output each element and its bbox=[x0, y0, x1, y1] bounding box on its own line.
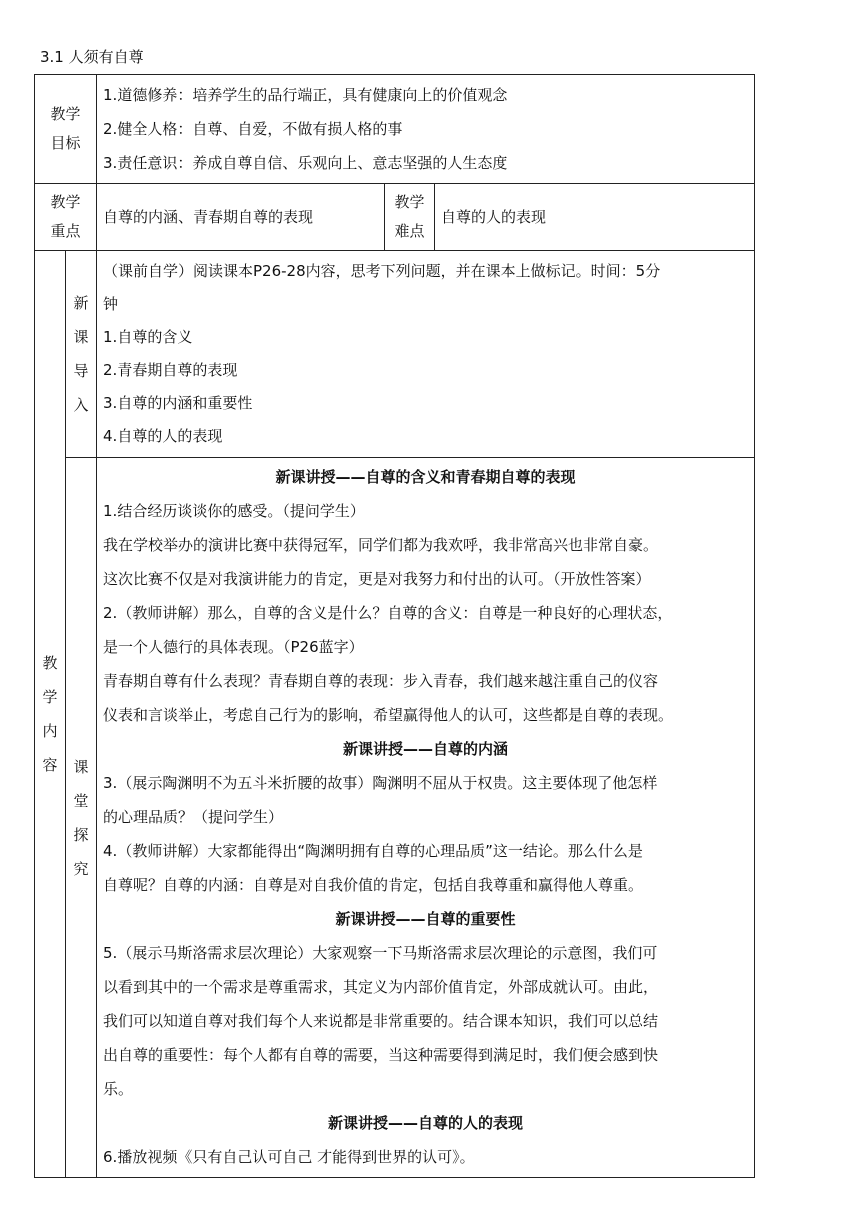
difficulties-label: 教学 难点 bbox=[385, 184, 435, 251]
objective-item: 1.道德修养：培养学生的品行端正，具有健康向上的价值观念 bbox=[103, 86, 508, 104]
intro-question: 4.自尊的人的表现 bbox=[103, 427, 223, 445]
objectives-content bbox=[97, 75, 755, 184]
intro-question: 1.自尊的含义 bbox=[103, 328, 193, 346]
intro-question: 2.青春期自尊的表现 bbox=[103, 361, 238, 379]
key-points-text: 自尊的内涵、青春期自尊的表现 bbox=[97, 184, 385, 251]
objective-item: 3.责任意识：养成自尊自信、乐观向上、意志坚强的人生态度 bbox=[103, 154, 508, 172]
explore-row bbox=[35, 458, 755, 1178]
focus-row bbox=[35, 184, 755, 251]
document-title: 3.1 人须有自尊 bbox=[40, 48, 144, 66]
section-heading-meaning: 新课讲授——自尊的含义和青春期自尊的表现 bbox=[275, 468, 576, 486]
section-heading-connotation: 新课讲授——自尊的内涵 bbox=[343, 740, 509, 758]
explore-content: 新课讲授——自尊的含义和青春期自尊的表现 1.结合经历谈谈你的感受。（提问学生） 我在学校举办的演讲比赛中获得冠军，同学们都为我欢呼，我非常高兴也非常自豪。 这次比赛不仅是对我演讲能力的肯定，更是对我努力和付出的认可。（开放性答案） 2.（教师讲解）那么，自尊的含义是什么？自尊的含义：自尊是一种良好的心理状态， 是一个人德行的具体表现。（P26蓝字） 青春期自尊有什么表现？青春期自尊的表现：步入青春，我们越来越注重自己的仪容 仪表和言谈举止，考虑自己行为的影响，希望赢得他人的认可，这些都是自尊的表现。 新课讲授——自尊的内涵 3.（展示陶渊明不为五斗米折腰的故事）陶渊明不屈从于权贵。这主要体现了他怎样 的心理品质？（提问学生） 4.（教师讲解）大家都能得出“陶渊明拥有自尊的心理品质”这一结论。那么什么是 自尊呢？自尊的内涵：自尊是对自我价值的肯定，包括自我尊重和赢得他人尊重。 新课讲授——自尊的重要性 5.（展示马斯洛需求层次理论）大家观察一下马斯洛需求层次理论的示意图，我们可 以看到其中的一个需求是尊重需求，其定义为内部价值肯定，外部成就认可。由此， 我们可以知道自尊对我们每个人来说都是非常重要的。结合课本知识，我们可以总结 出自尊的重要性：每个人都有自尊的需要，当这种需要得到满足时，我们便会感到快 乐。 新课讲授——自尊的人的表现 6.播放视频《只有自己认可自己 才能得到世界的认可》。 bbox=[97, 458, 755, 1178]
intro-row bbox=[35, 251, 755, 458]
explore-label: 课 堂 探 究 bbox=[66, 458, 97, 1178]
intro-content: （课前自学）阅读课本P26-28内容，思考下列问题，并在课本上做标记。时间：5分 钟 1.自尊的含义 2.青春期自尊的表现 3.自尊的内涵和重要性 4.自尊的人的表现 bbox=[97, 251, 755, 458]
lesson-plan-table bbox=[34, 74, 755, 1178]
section-heading-importance: 新课讲授——自尊的重要性 bbox=[335, 910, 516, 928]
key-points-label: 教学 重点 bbox=[35, 184, 97, 251]
objective-item: 2.健全人格：自尊、自爱，不做有损人格的事 bbox=[103, 120, 403, 138]
objectives-label: 教学 目标 bbox=[35, 75, 97, 184]
intro-question: 3.自尊的内涵和重要性 bbox=[103, 394, 253, 412]
section-heading-behavior: 新课讲授——自尊的人的表现 bbox=[328, 1114, 524, 1132]
difficulties-text: 自尊的人的表现 bbox=[435, 184, 755, 251]
teaching-content-label: 教 学 内 容 bbox=[35, 251, 66, 1178]
intro-label: 新 课 导 入 bbox=[66, 251, 97, 458]
objectives-row bbox=[35, 75, 755, 184]
